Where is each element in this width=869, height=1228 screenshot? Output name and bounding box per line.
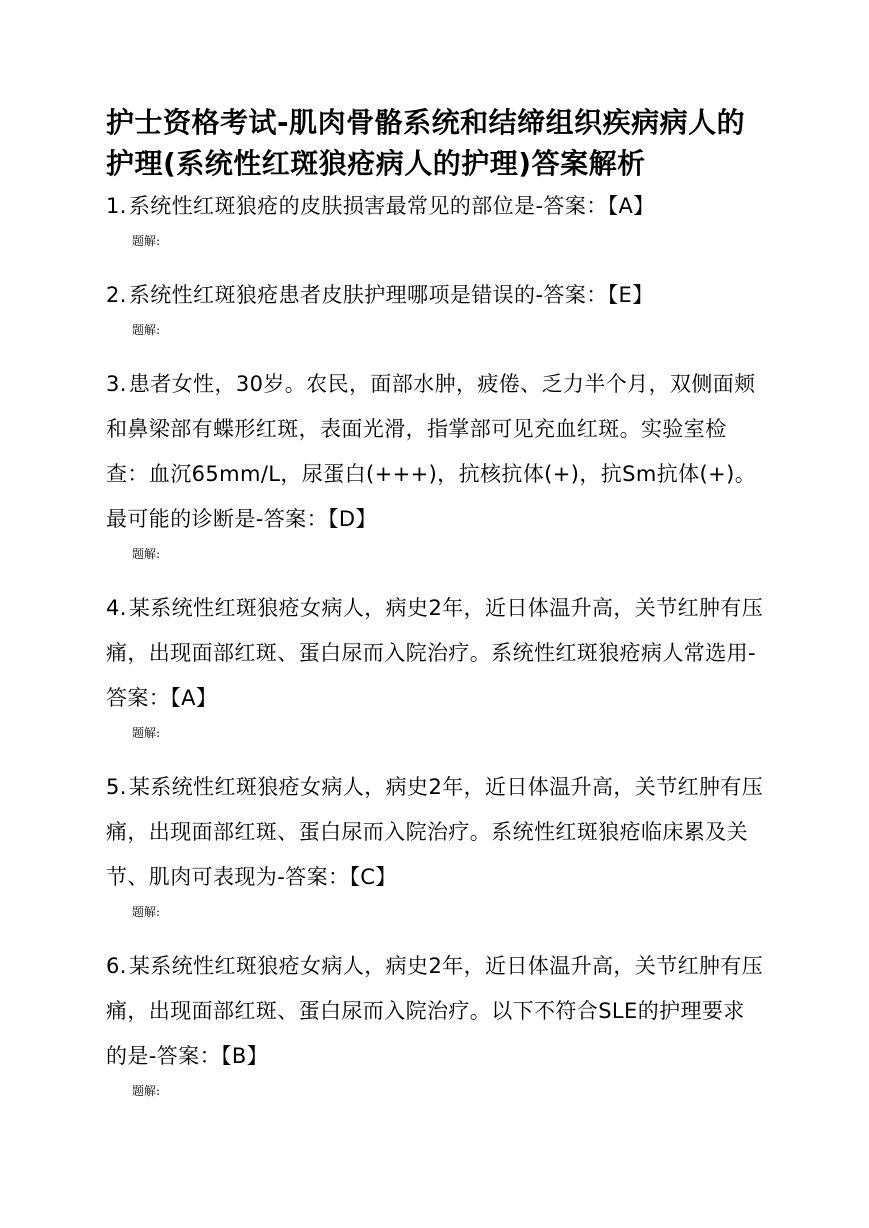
- question-3: [106, 362, 766, 566]
- question-4: [106, 586, 766, 745]
- question-1: [106, 184, 766, 253]
- question-stem: 系统性红斑狼疮的皮肤损害最常见的部位是-答案：: [128, 194, 608, 218]
- question-explanation-label: 题解:: [132, 234, 161, 248]
- question-2: [106, 273, 766, 342]
- question-stem: 某系统性红斑狼疮女病人，病史2年，近日体温升高，关节红肿有压痛，出现面部红斑、蛋白尿而入院治疗。系统性红斑狼疮病人常选用-答案：: [106, 596, 764, 710]
- question-explanation-label: 题解:: [132, 1084, 161, 1098]
- question-text: [106, 362, 766, 542]
- question-answer: 【A】: [170, 686, 218, 710]
- question-number: 1.: [106, 194, 127, 218]
- question-text: [106, 273, 766, 318]
- question-answer: 【C】: [349, 865, 397, 889]
- question-5: [106, 765, 766, 924]
- question-stem: 系统性红斑狼疮患者皮肤护理哪项是错误的-答案：: [128, 283, 608, 307]
- question-explanation-label: 题解:: [132, 726, 161, 740]
- question-number: 4.: [106, 596, 127, 620]
- document-title: 护士资格考试-肌肉骨骼系统和结缔组织疾病病人的护理(系统性红斑狼疮病人的护理)答案解析: [106, 106, 746, 180]
- question-number: 5.: [106, 775, 127, 799]
- question-answer: 【E】: [607, 283, 654, 307]
- question-answer: 【B】: [220, 1044, 269, 1068]
- question-stem: 患者女性，30岁。农民，面部水肿，疲倦、乏力半个月，双侧面颊和鼻梁部有蝶形红斑，表面光滑，指掌部可见充血红斑。实验室检查：血沉65mm/L，尿蛋白(+++)，抗核抗体(+)，抗Sm抗体(+)。最可能的诊断是-答案：: [106, 372, 757, 531]
- question-explanation-label: 题解:: [132, 323, 161, 337]
- question-text: [106, 586, 766, 721]
- question-explanation-label: 题解:: [132, 905, 161, 919]
- document-page: [106, 102, 766, 1103]
- question-number: 6.: [106, 954, 127, 978]
- question-text: [106, 184, 766, 229]
- question-stem: 某系统性红斑狼疮女病人，病史2年，近日体温升高，关节红肿有压痛，出现面部红斑、蛋白尿而入院治疗。以下不符合SLE的护理要求的是-答案：: [106, 954, 764, 1068]
- question-answer: 【A】: [607, 194, 655, 218]
- question-explanation-label: 题解:: [132, 547, 161, 561]
- question-6: [106, 944, 766, 1103]
- question-stem: 某系统性红斑狼疮女病人，病史2年，近日体温升高，关节红肿有压痛，出现面部红斑、蛋白尿而入院治疗。系统性红斑狼疮临床累及关节、肌肉可表现为-答案：: [106, 775, 764, 889]
- question-text: [106, 765, 766, 900]
- question-number: 3.: [106, 372, 127, 396]
- question-text: [106, 944, 766, 1079]
- question-answer: 【D】: [327, 507, 377, 531]
- question-number: 2.: [106, 283, 127, 307]
